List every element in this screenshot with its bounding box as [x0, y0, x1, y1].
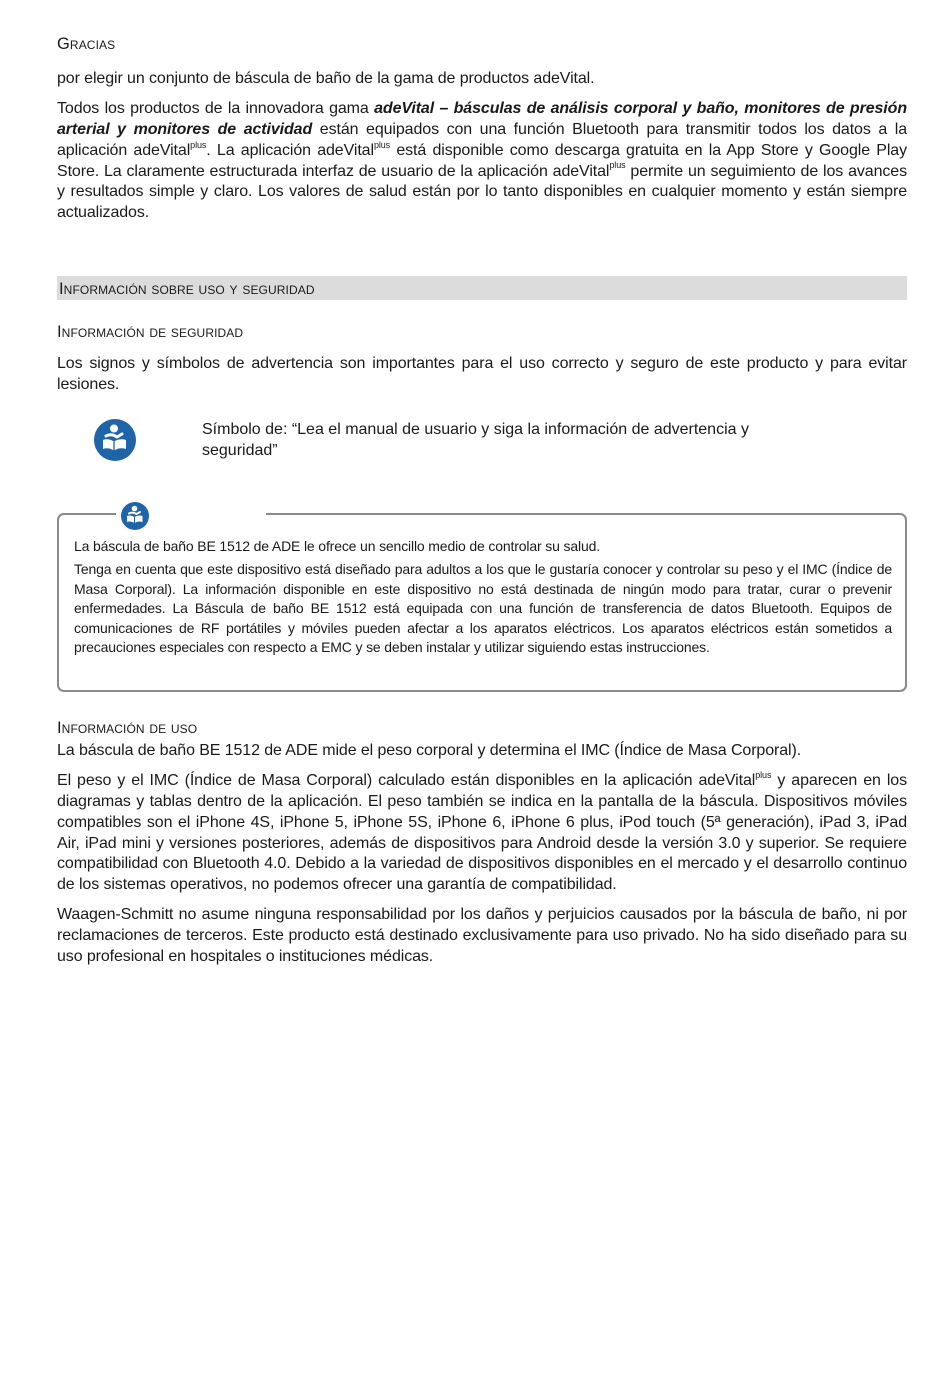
plus-superscript: plus — [373, 139, 391, 150]
thanks-paragraph — [57, 99, 907, 224]
thanks-text-c: . La aplicación adeVital — [206, 141, 374, 159]
usage-paragraph-1: La báscula de baño BE 1512 de ADE mide el peso corporal y determina el IMC (Índice de Masa Corporal). — [57, 742, 802, 760]
safety-heading: Información de seguridad — [57, 323, 244, 341]
usage-heading: Información de uso — [57, 719, 198, 737]
notice-content — [74, 537, 892, 657]
plus-superscript: plus — [190, 139, 207, 150]
plus-superscript: plus — [609, 160, 626, 171]
usage-text-a: El peso y el IMC (Índice de Masa Corporal) calculado están disponibles en la aplicación adeVital — [57, 772, 756, 790]
usage-section — [57, 718, 907, 967]
thanks-text-b: están equipados con una función Bluetooth para transmitir todos los datos a la aplicación adeVital — [57, 121, 908, 159]
thanks-text-a: Todos los productos de la innovadora gama — [57, 100, 375, 118]
safety-notice-box — [57, 513, 907, 692]
safety-section — [57, 322, 907, 396]
section-title: Información sobre uso y seguridad — [59, 280, 315, 298]
usage-text-b: y aparecen en los diagramas y tablas dentro de la aplicación. El peso también se indica en la pantalla de la báscula. Dispositivos móviles compatibles son el iPhone 4S, iPhone 5, iPhone 5S, iPhone 6, iPhone 6 plus, iPod touch (5ª generación), iPad 3, iPad Air, iPad mini y versiones posteriores, además de dispositivos para Android desde la versión 3.0 y superior. Se requiere compatibilidad con Bluetooth 4.0. Debido a la variedad de dispositivos disponibles en el mercado y el desarrollo continuo de los sistemas operativos, no podemos ofrecer una garantía de compatibilidad. — [57, 772, 907, 894]
section-header-bar — [57, 276, 907, 300]
thanks-line: por elegir un conjunto de báscula de baño de la gama de productos adeVital. — [57, 70, 595, 88]
symbol-description: Símbolo de: “Lea el manual de usuario y siga la información de advertencia y seguridad” — [202, 421, 749, 459]
thanks-heading: Gracias — [57, 35, 116, 53]
usage-paragraph-2 — [57, 771, 907, 896]
plus-superscript: plus — [755, 769, 772, 780]
thanks-text-e: permite un seguimiento de los avances y resultados simple y claro. Los valores de salud están por lo tanto disponibles en cualquier momento y están siempre actualizados. — [57, 162, 907, 222]
read-manual-icon — [93, 418, 137, 462]
read-manual-icon — [120, 501, 150, 531]
notice-paragraph-1: La báscula de baño BE 1512 de ADE le ofrece un sencillo medio de controlar su salud. — [74, 538, 600, 554]
thanks-text-d: está disponible como descarga gratuita en la App Store y Google Play Store. La claramente estructurada interfaz de usuario de la aplicación adeVital — [57, 141, 907, 180]
product-range-name: adeVital – básculas de análisis corporal y baño, monitores de presión arterial y monitores de actividad — [57, 100, 907, 139]
usage-paragraph-3: Waagen-Schmitt no asume ninguna responsabilidad por los daños y perjuicios causados por la báscula de baño, ni por reclamaciones de terceros. Este producto está destinado exclusivamente para uso privado. No ha sido diseñado para su uso profesional en hospitales o instituciones médicas. — [57, 906, 907, 965]
safety-intro: Los signos y símbolos de advertencia son importantes para el uso correcto y seguro de este producto y para evitar lesiones. — [57, 355, 907, 394]
thanks-section — [57, 34, 907, 224]
notice-paragraph-2: Tenga en cuenta que este dispositivo está diseñado para adultos a los que le gustaría conocer y controlar su peso y el IMC (Índice de Masa Corporal). La información disponible en este dispositivo no está destinada de ningún modo para tratar, curar o prevenir enfermedades. La Báscula de baño BE 1512 está equipada con una función de transferencia de datos Bluetooth. Equipos de comunicaciones de RF portátiles y móviles pueden afectar a los aparatos eléctricos. Los aparatos eléctricos están sometidos a precauciones especiales con respecto a EMC y se deben instalar y utilizar siguiendo estas instrucciones. — [74, 561, 892, 656]
